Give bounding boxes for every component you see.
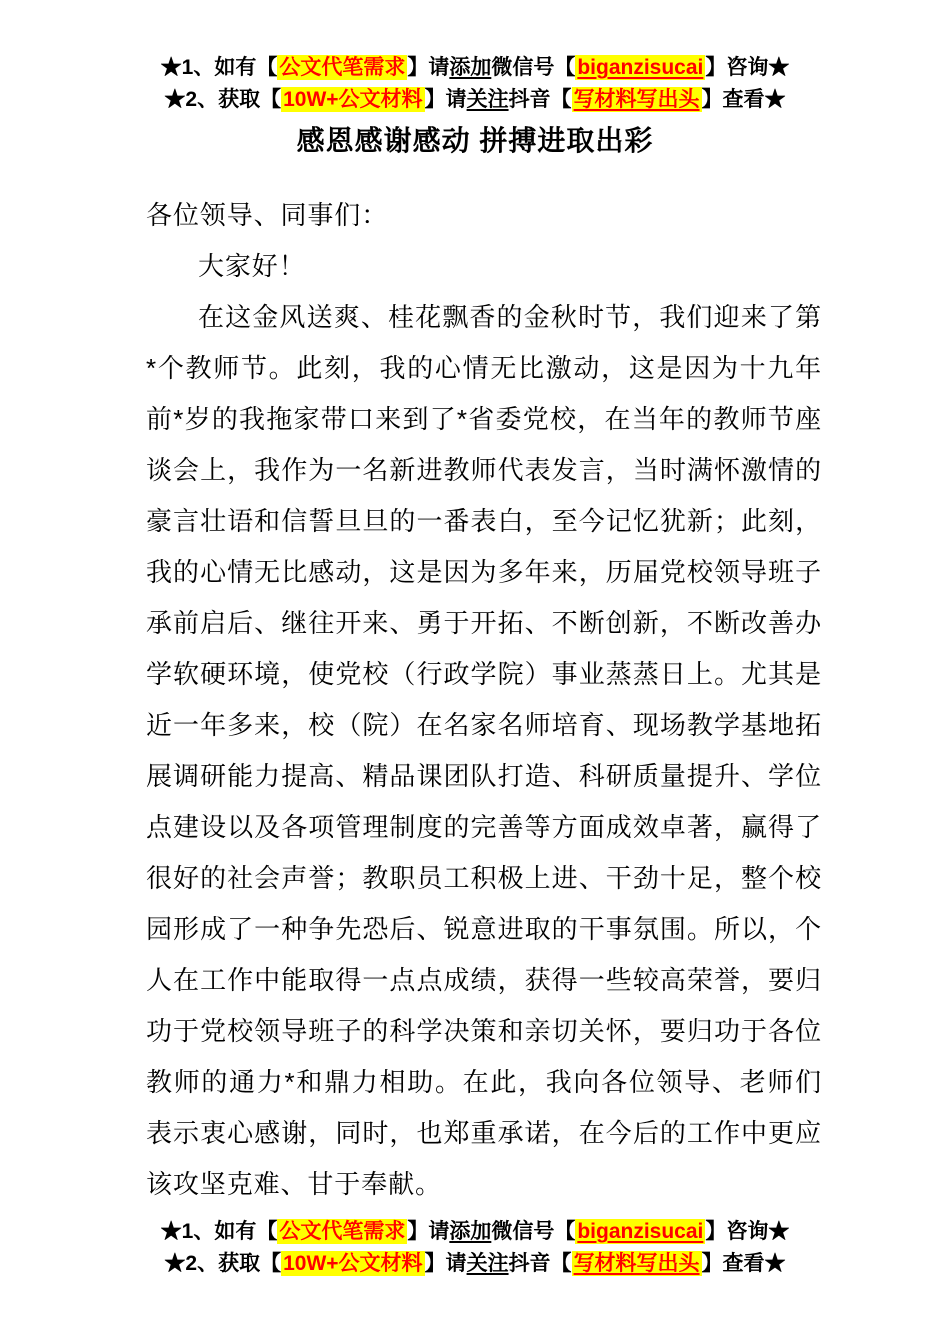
greeting: 大家好！	[198, 251, 306, 281]
promo-text: 】请	[407, 1220, 450, 1243]
promo-highlight-materials: 10W+公文材料	[283, 88, 423, 111]
promo-text: ★1、如有【	[160, 1220, 278, 1243]
promo-wechat-id: biganzisucai	[577, 56, 704, 79]
promo-douyin-id: 写材料写出头	[573, 88, 700, 111]
promo-text: 】查看★	[701, 88, 786, 111]
promo-text: 】咨询★	[705, 56, 790, 79]
promo-underline-follow: 关注	[466, 1252, 509, 1275]
header-promo-line-1	[0, 52, 950, 84]
footer-promo-line-1	[0, 1216, 950, 1248]
promo-text: ★2、获取【	[164, 88, 282, 111]
promo-underline-follow: 关注	[466, 88, 509, 111]
document-body	[146, 190, 822, 1210]
promo-text: ★1、如有【	[160, 56, 278, 79]
header-promo-banner	[0, 52, 950, 116]
promo-highlight-writing-service: 公文代笔需求	[279, 56, 406, 79]
promo-text: 】查看★	[701, 1252, 786, 1275]
promo-text: 】咨询★	[705, 1220, 790, 1243]
promo-text: 】请	[407, 56, 450, 79]
promo-underline-add: 添加	[449, 1220, 492, 1243]
promo-text: 微信号【	[491, 56, 576, 79]
promo-douyin-id: 写材料写出头	[573, 1252, 700, 1275]
main-paragraph: 在这金风送爽、桂花飘香的金秋时节，我们迎来了第*个教师节。此刻，我的心情无比激动，这是因为十九年前*岁的我拖家带口来到了*省委党校，在当年的教师节座谈会上，我作为一名新进教师代表发言，当时满怀激情的豪言壮语和信誓旦旦的一番表白，至今记忆犹新；此刻，我的心情无比感动，这是因为多年来，历届党校领导班子承前启后、继往开来、勇于开拓、不断创新，不断改善办学软硬环境，使党校（行政学院）事业蒸蒸日上。尤其是近一年多来，校（院）在名家名师培育、现场教学基地拓展调研能力提高、精品课团队打造、科研质量提升、学位点建设以及各项管理制度的完善等方面成效卓著，赢得了很好的社会声誉；教职员工积极上进、干劲十足，整个校园形成了一种争先恐后、锐意进取的干事氛围。所以，个人在工作中能取得一点点成绩，获得一些较高荣誉，要归功于党校领导班子的科学决策和亲切关怀，要归功于各位教师的通力*和鼎力相助。在此，我向各位领导、老师们表示衷心感谢，同时，也郑重承诺，在今后的工作中更应该攻坚克难、甘于奉献。	[146, 302, 822, 1199]
header-promo-line-2	[0, 84, 950, 116]
promo-highlight-writing-service: 公文代笔需求	[279, 1220, 406, 1243]
document-title: 感恩感谢感动 拼搏进取出彩	[296, 125, 654, 156]
promo-text: 抖音【	[508, 1252, 572, 1275]
footer-promo-banner	[0, 1216, 950, 1280]
promo-wechat-id: biganzisucai	[577, 1220, 704, 1243]
promo-text: 微信号【	[491, 1220, 576, 1243]
salutation: 各位领导、同事们：	[146, 200, 389, 230]
footer-promo-line-2	[0, 1248, 950, 1280]
promo-text: 】请	[424, 88, 467, 111]
promo-text: ★2、获取【	[164, 1252, 282, 1275]
promo-highlight-materials: 10W+公文材料	[283, 1252, 423, 1275]
promo-underline-add: 添加	[449, 56, 492, 79]
promo-text: 抖音【	[508, 88, 572, 111]
promo-text: 】请	[424, 1252, 467, 1275]
